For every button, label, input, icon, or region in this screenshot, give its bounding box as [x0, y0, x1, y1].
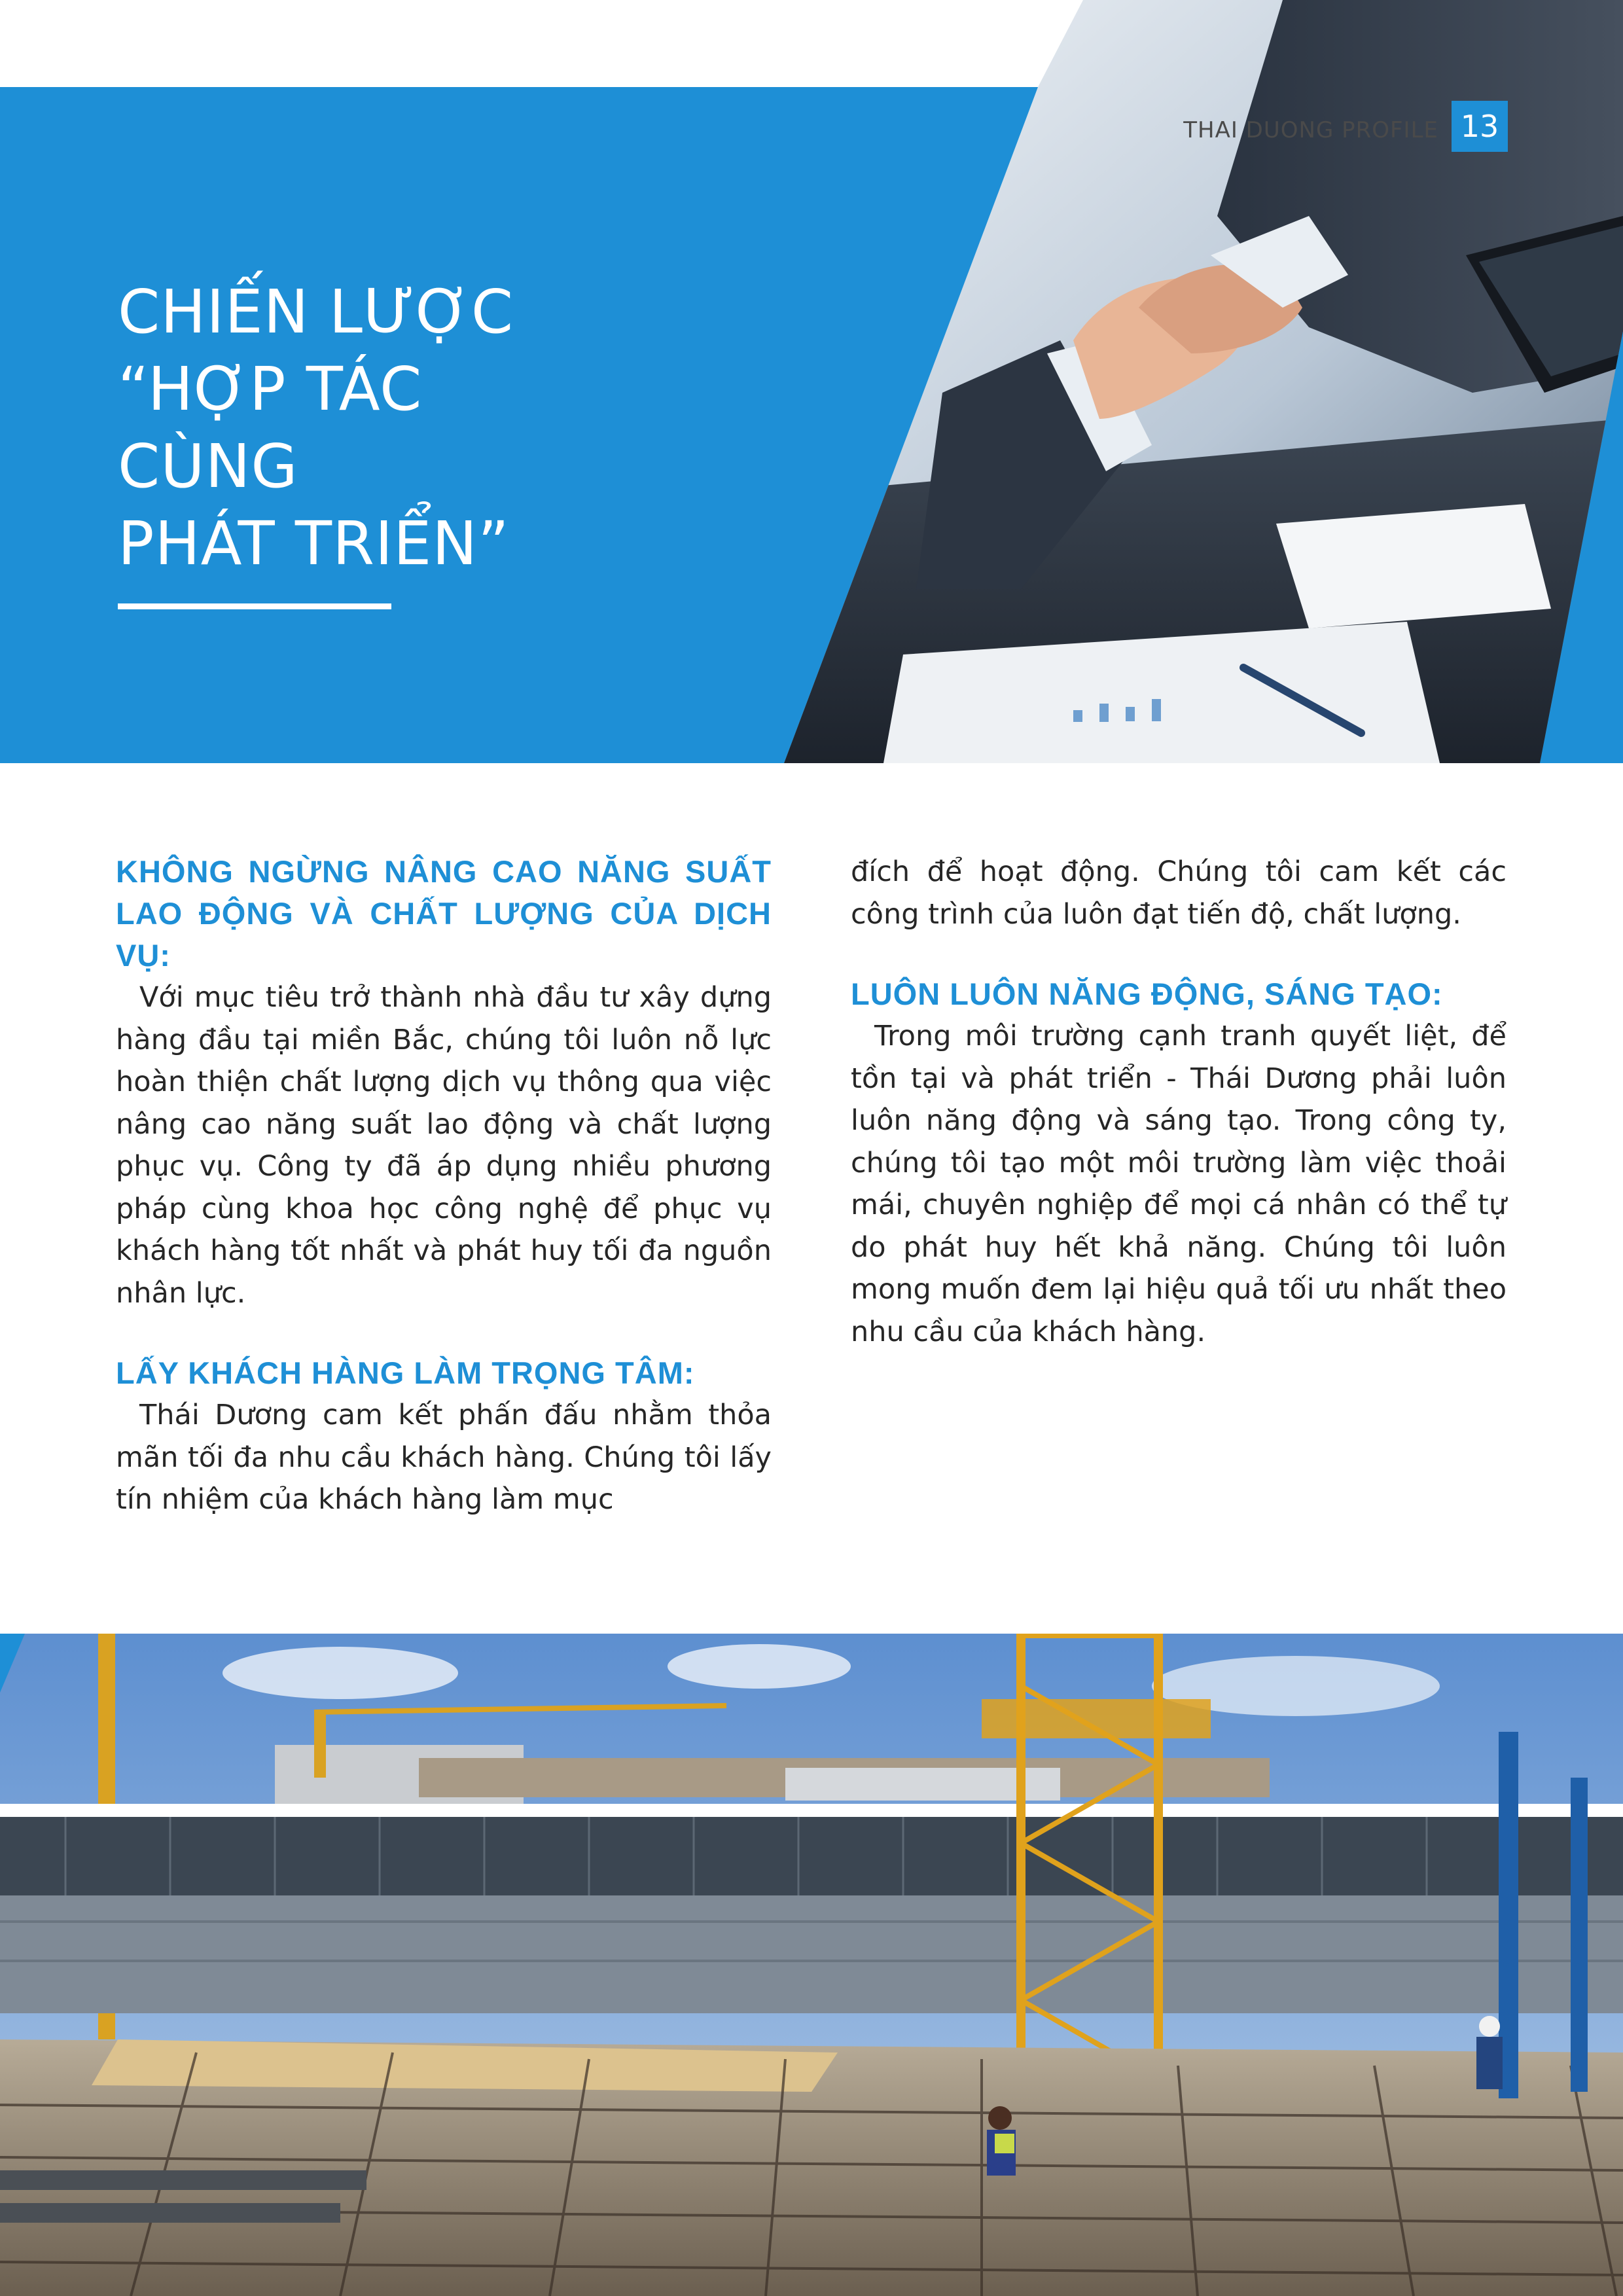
left-column: [116, 851, 772, 1521]
title-line: CHIẾN LƯỢC: [118, 277, 514, 347]
page-number: 13: [1452, 101, 1508, 152]
section-heading: LẤY KHÁCH HÀNG LÀM TRỌNG TÂM:: [116, 1355, 695, 1390]
section-heading: LUÔN LUÔN NĂNG ĐỘNG, SÁNG TẠO:: [851, 977, 1443, 1011]
title-underline: [118, 603, 391, 609]
construction-site-photo: [0, 1634, 1623, 2296]
title-line: PHÁT TRIỂN”: [118, 509, 510, 579]
page-title: [118, 274, 707, 583]
section-body: Thái Dương cam kết phấn đấu nhằm thỏa mãn tối đa nhu cầu khách hàng. Chúng tôi lấy tín nhiệm của khách hàng làm mục: [116, 1399, 772, 1516]
right-column: [851, 851, 1507, 1353]
section-heading: KHÔNG NGỪNG NÂNG CAO NĂNG SUẤT LAO ĐỘNG VÀ CHẤT LƯỢNG CỦA DỊCH VỤ:: [116, 854, 772, 973]
title-line: “HỢP TÁC: [118, 354, 423, 424]
section-body-continued: đích để hoạt động. Chúng tôi cam kết các công trình của luôn đạt tiến độ, chất lượng.: [851, 855, 1507, 931]
title-line: CÙNG: [118, 431, 298, 501]
header-label: THAI DUONG PROFILE: [1183, 117, 1438, 143]
section-body: Với mục tiêu trở thành nhà đầu tư xây dựng hàng đầu tại miền Bắc, chúng tôi luôn nỗ lực hoàn thiện chất lượng dịch vụ thông qua việc nâng cao năng suất lao động và chất lượng phục vụ. Công ty đã áp dụng nhiều phương pháp cùng khoa học công nghệ để phục vụ khách hàng tốt nhất và phát huy tối đa nguồn nhân lực.: [116, 981, 772, 1310]
section-body: Trong môi trường cạnh tranh quyết liệt, để tồn tại và phát triển - Thái Dương phải luôn luôn năng động và sáng tạo. Trong công ty, chúng tôi tạo một môi trường làm việc thoải mái, chuyên nghiệp để mọi cá nhân có thể tự do phát huy hết khả năng. Chúng tôi luôn mong muốn đem lại hiệu quả tối ưu nhất theo nhu cầu của khách hàng.: [851, 1020, 1507, 1348]
